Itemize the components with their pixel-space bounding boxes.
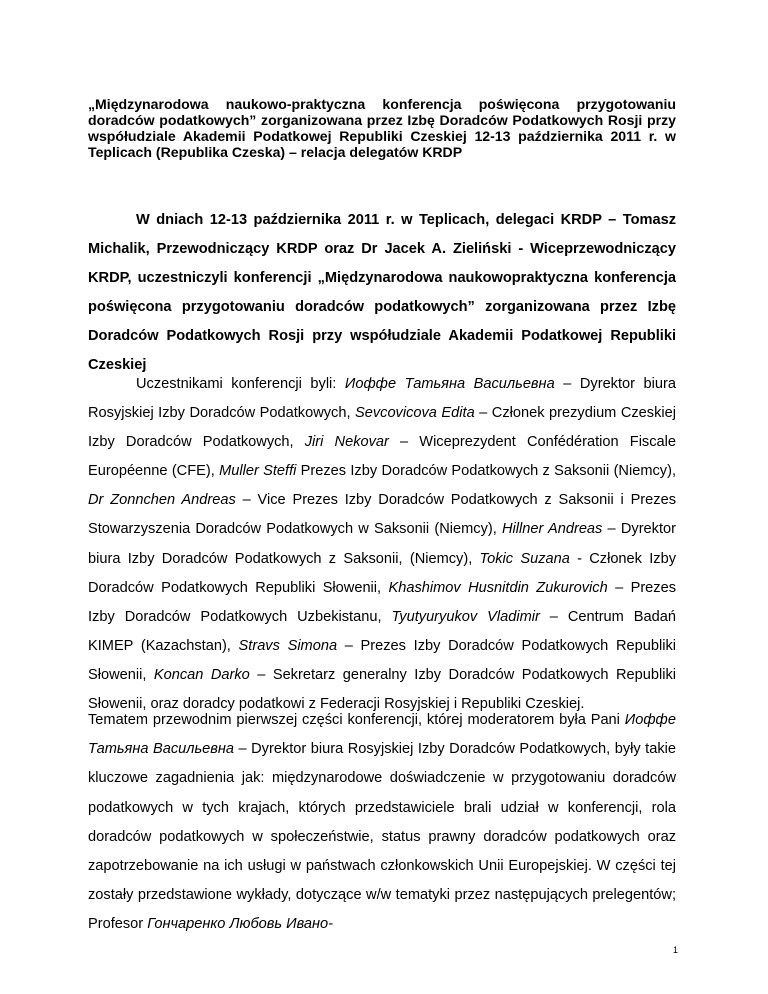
text-run: – Sekretarz generalny Izby Doradców Podatkowych Republiki Słowenii, oraz doradcy podatkowi z Federacji Rosyjskiej i Republiki Czeskiej. [88,666,677,713]
italic-name-run: Гончаренко Любовь Ивано- [147,916,333,933]
intro-paragraph: W dniach 12-13 października 2011 r. w Teplicach, delegaci KRDP – Tomasz Michalik, Przewodniczący KRDP oraz Dr Jacek A. Zieliński - Wiceprzewodniczący KRDP, uczestniczyli konferencji „Międzynarodowa naukowopraktyczna konferencja poświęcona przygotowaniu doradców podatkowych” zorganizowana przez Izbę Doradców Podatkowych Rosji przy współudziale Akademii Podatkowej Republiki Czeskiej [88,212,676,373]
text-run: – Wiceprezydent Confédération Fiscale Européenne (CFE), [88,434,677,480]
text-run: – Członek prezydium Czeskiej Izby Doradców Podatkowych, [88,405,676,451]
document-title: „Międzynarodowa naukowo-praktyczna konferencja poświęcona przygotowaniu doradców podatkowych” zorganizowana przez Izbę Doradców Podatkowych Rosji przy współudziale Akademii Podatkowej Republiki Czeskiej 12-13 października 2011 r. w Teplicach (Republika Czeska) – relacja delegatów KRDP [88,96,676,160]
text-run: - Członek Izby Doradców Podatkowych Republiki Słowenii, [88,550,676,596]
italic-name-run: Иоффе Татьяна Васильевна [344,376,555,392]
italic-name-run: Khashimov Husnitdin Zukurovich [388,579,608,596]
italic-name-run: Tyutyuryukov Vladimir [391,608,540,625]
italic-name-run: Sevcovicova Edita [355,405,475,422]
text-run: Prezes Izby Doradców Podatkowych z Saksonii (Niemcy), [296,463,676,480]
topic-paragraph [88,706,676,940]
italic-name-run: Hillner Andreas [501,521,603,538]
italic-name-run: Tokic Suzana [479,550,570,567]
italic-name-run: Muller Steffi [219,463,297,480]
page-number: 1 [672,945,678,955]
text-run: – Dyrektor biura Rosyjskiej Izby Doradców Podatkowych, [88,376,676,422]
text-run: Tematem przewodnim pierwszej części konferencji, której moderatorem była Pani [88,712,625,728]
text-run: – Vice Prezes Izby Doradców Podatkowych z Saksonii i Prezes Stowarzyszenia Doradców Podatkowych w Saksonii (Niemcy), [88,492,676,538]
text-run: – Prezes Izby Doradców Podatkowych Republiki Słowenii, [88,637,676,683]
italic-name-run: Иоффе Татьяна Васильевна [88,712,676,758]
italic-name-run: Jiri Nekovar [304,434,389,451]
text-run: – Dyrektor biura Izby Doradców Podatkowych z Saksonii, (Niemcy), [88,521,676,567]
text-run: – Prezes Izby Doradców Podatkowych Uzbekistanu, [88,579,677,625]
italic-name-run: Dr Zonnchen Andreas [88,492,236,509]
text-run: Uczestnikami konferencji byli: [136,376,345,392]
italic-name-run: Koncan Darko [153,666,250,683]
text-run: – Centrum Badań KIMEP (Kazachstan), [88,608,676,654]
participants-paragraph [88,370,676,719]
text-run: – Dyrektor biura Rosyjskiej Izby Doradców Podatkowych, były takie kluczowe zagadnienia jak: międzynarodowe doświadczenie w przygotowaniu doradców podatkowych w tych krajach, których przedstawiciele brali udział w konferencji, rola doradców podatkowych w społeczeństwie, status prawny doradców podatkowych oraz zapotrzebowanie na ich usługi w państwach członkowskich Unii Europejskiej. W części tej zostały przedstawione wykłady, dotyczące w/w tematyki przez następujących prelegentów; Profesor [88,741,676,933]
italic-name-run: Stravs Simona [238,637,338,654]
